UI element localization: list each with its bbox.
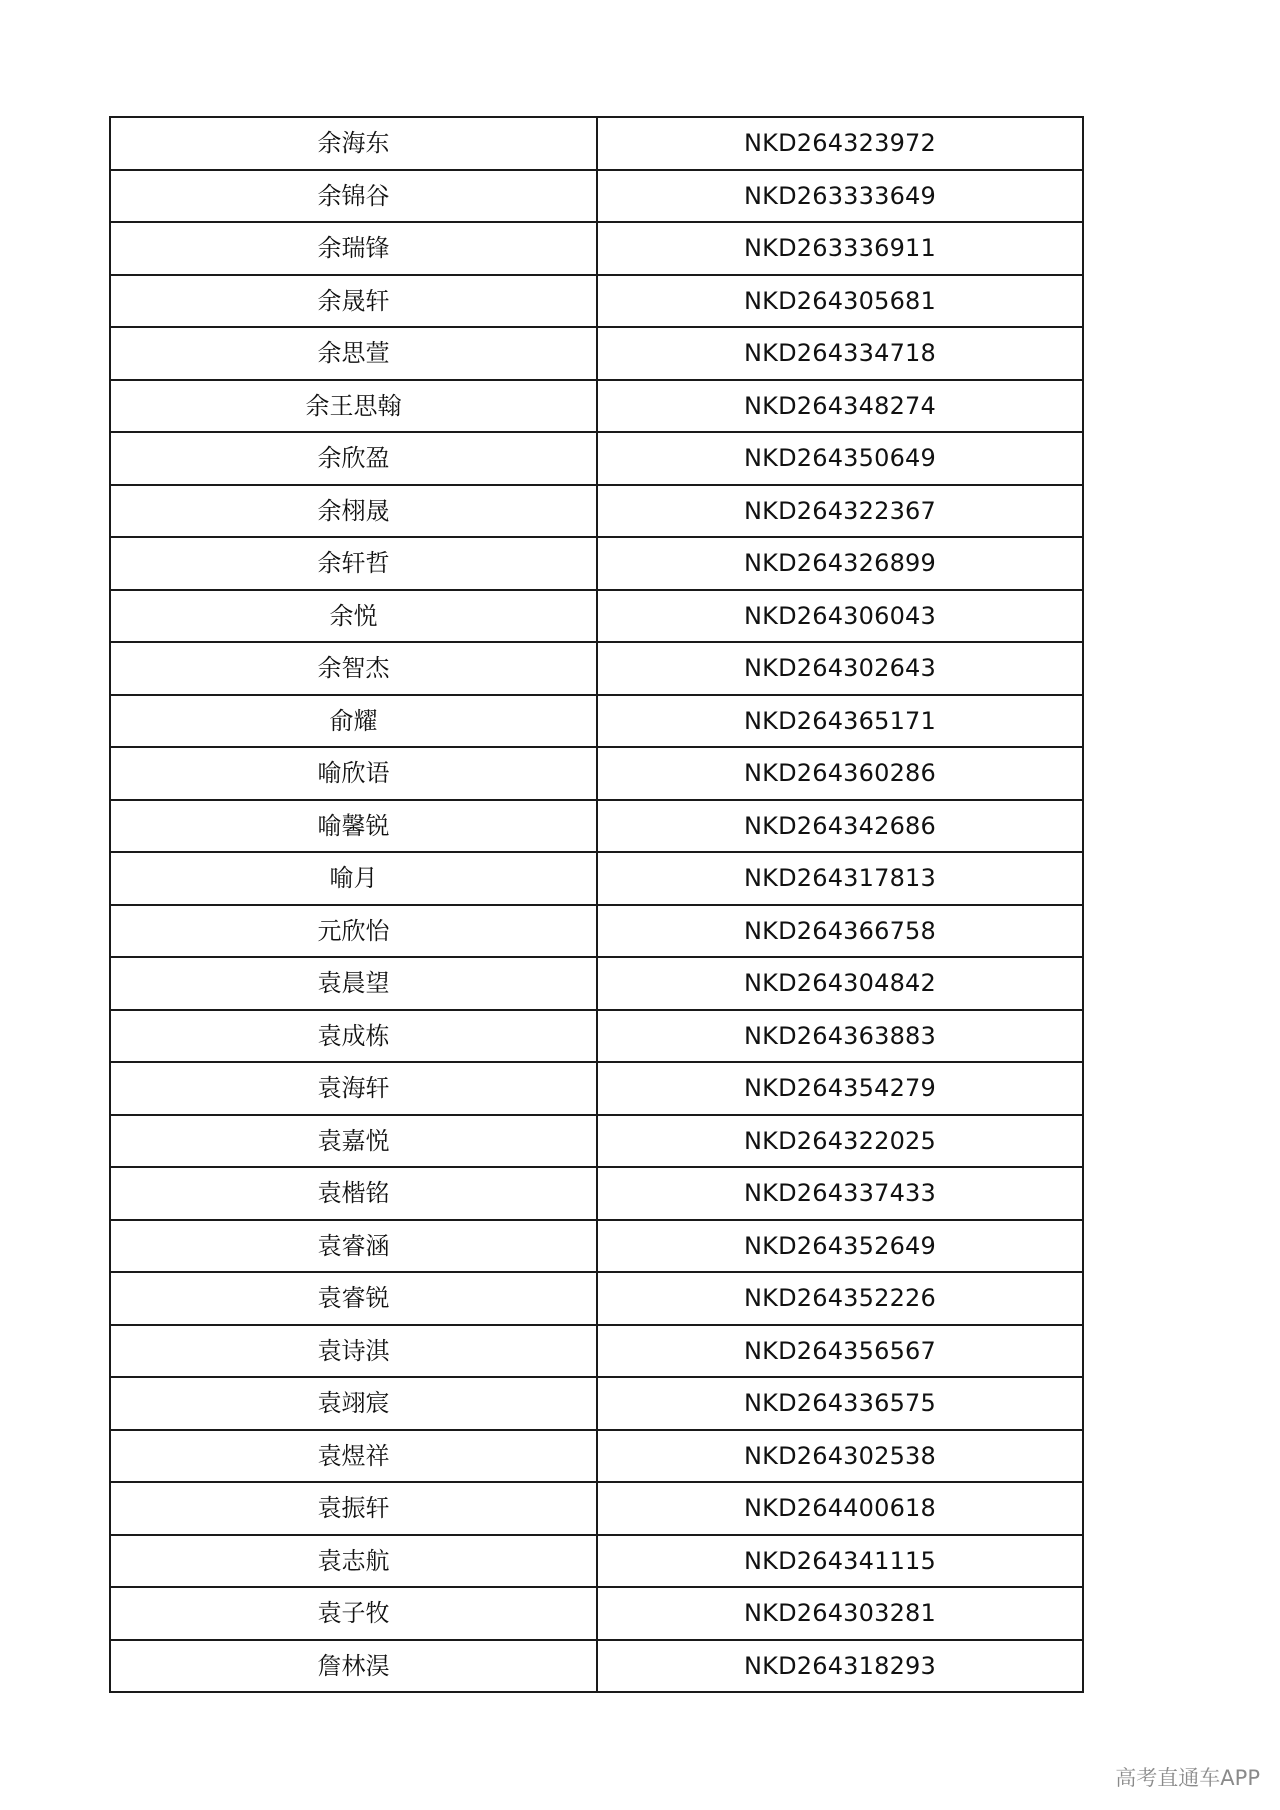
- table-row: [110, 747, 1083, 800]
- name-cell: 袁晨望: [110, 957, 597, 1010]
- table-row: [110, 852, 1083, 905]
- name-cell: 元欣怡: [110, 905, 597, 958]
- id-cell: NKD264341115: [597, 1535, 1083, 1588]
- table-row: [110, 1272, 1083, 1325]
- name-cell: 余晟轩: [110, 275, 597, 328]
- id-cell: NKD264356567: [597, 1325, 1083, 1378]
- name-cell: 袁睿涵: [110, 1220, 597, 1273]
- name-cell: 喻月: [110, 852, 597, 905]
- name-cell: 袁睿锐: [110, 1272, 597, 1325]
- table-row: [110, 380, 1083, 433]
- id-cell: NKD264348274: [597, 380, 1083, 433]
- table-row: [110, 327, 1083, 380]
- id-cell: NKD264302538: [597, 1430, 1083, 1483]
- name-cell: 喻欣语: [110, 747, 597, 800]
- name-cell: 袁翊宸: [110, 1377, 597, 1430]
- table-row: [110, 1587, 1083, 1640]
- table-row: [110, 1010, 1083, 1063]
- id-cell: NKD264337433: [597, 1167, 1083, 1220]
- table-row: [110, 170, 1083, 223]
- id-cell: NKD264323972: [597, 117, 1083, 170]
- id-cell: NKD264342686: [597, 800, 1083, 853]
- table-row: [110, 1430, 1083, 1483]
- table-row: [110, 222, 1083, 275]
- table-row: [110, 1325, 1083, 1378]
- table-row: [110, 537, 1083, 590]
- table-row: [110, 642, 1083, 695]
- id-cell: NKD264305681: [597, 275, 1083, 328]
- name-cell: 袁煜祥: [110, 1430, 597, 1483]
- id-cell: NKD264354279: [597, 1062, 1083, 1115]
- table-row: [110, 957, 1083, 1010]
- id-cell: NKD264360286: [597, 747, 1083, 800]
- name-cell: 袁志航: [110, 1535, 597, 1588]
- name-cell: 余瑞锋: [110, 222, 597, 275]
- name-cell: 余锦谷: [110, 170, 597, 223]
- name-cell: 余悦: [110, 590, 597, 643]
- id-cell: NKD263333649: [597, 170, 1083, 223]
- table-row: [110, 1640, 1083, 1693]
- id-cell: NKD264322367: [597, 485, 1083, 538]
- name-cell: 余欣盈: [110, 432, 597, 485]
- table-row: [110, 1482, 1083, 1535]
- id-cell: NKD264334718: [597, 327, 1083, 380]
- table-row: [110, 117, 1083, 170]
- id-cell: NKD264365171: [597, 695, 1083, 748]
- watermark-text: 高考直通车APP: [1115, 1766, 1260, 1790]
- name-cell: 袁振轩: [110, 1482, 597, 1535]
- id-cell: NKD264350649: [597, 432, 1083, 485]
- table-row: [110, 1115, 1083, 1168]
- name-cell: 喻馨锐: [110, 800, 597, 853]
- name-cell: 余智杰: [110, 642, 597, 695]
- id-cell: NKD264400618: [597, 1482, 1083, 1535]
- id-cell: NKD264352649: [597, 1220, 1083, 1273]
- id-cell: NKD264306043: [597, 590, 1083, 643]
- id-cell: NKD264303281: [597, 1587, 1083, 1640]
- table-row: [110, 695, 1083, 748]
- name-cell: 余海东: [110, 117, 597, 170]
- table-row: [110, 1535, 1083, 1588]
- roster-table: [109, 116, 1084, 1693]
- name-cell: 余轩哲: [110, 537, 597, 590]
- name-cell: 袁诗淇: [110, 1325, 597, 1378]
- id-cell: NKD264366758: [597, 905, 1083, 958]
- name-cell: 袁嘉悦: [110, 1115, 597, 1168]
- id-cell: NKD264322025: [597, 1115, 1083, 1168]
- name-cell: 余栩晟: [110, 485, 597, 538]
- table-row: [110, 1377, 1083, 1430]
- name-cell: 俞耀: [110, 695, 597, 748]
- table-row: [110, 432, 1083, 485]
- name-cell: 詹林淏: [110, 1640, 597, 1693]
- name-cell: 余思萱: [110, 327, 597, 380]
- name-cell: 袁成栋: [110, 1010, 597, 1063]
- id-cell: NKD264304842: [597, 957, 1083, 1010]
- table-row: [110, 1062, 1083, 1115]
- name-cell: 余王思翰: [110, 380, 597, 433]
- table-row: [110, 590, 1083, 643]
- name-cell: 袁海轩: [110, 1062, 597, 1115]
- table-row: [110, 905, 1083, 958]
- table-row: [110, 1220, 1083, 1273]
- id-cell: NKD264326899: [597, 537, 1083, 590]
- name-cell: 袁楷铭: [110, 1167, 597, 1220]
- id-cell: NKD264302643: [597, 642, 1083, 695]
- table-row: [110, 275, 1083, 328]
- id-cell: NKD264317813: [597, 852, 1083, 905]
- id-cell: NKD263336911: [597, 222, 1083, 275]
- roster-table-body: [110, 117, 1083, 1692]
- table-row: [110, 1167, 1083, 1220]
- table-row: [110, 800, 1083, 853]
- id-cell: NKD264318293: [597, 1640, 1083, 1693]
- id-cell: NKD264363883: [597, 1010, 1083, 1063]
- id-cell: NKD264352226: [597, 1272, 1083, 1325]
- id-cell: NKD264336575: [597, 1377, 1083, 1430]
- table-row: [110, 485, 1083, 538]
- name-cell: 袁子牧: [110, 1587, 597, 1640]
